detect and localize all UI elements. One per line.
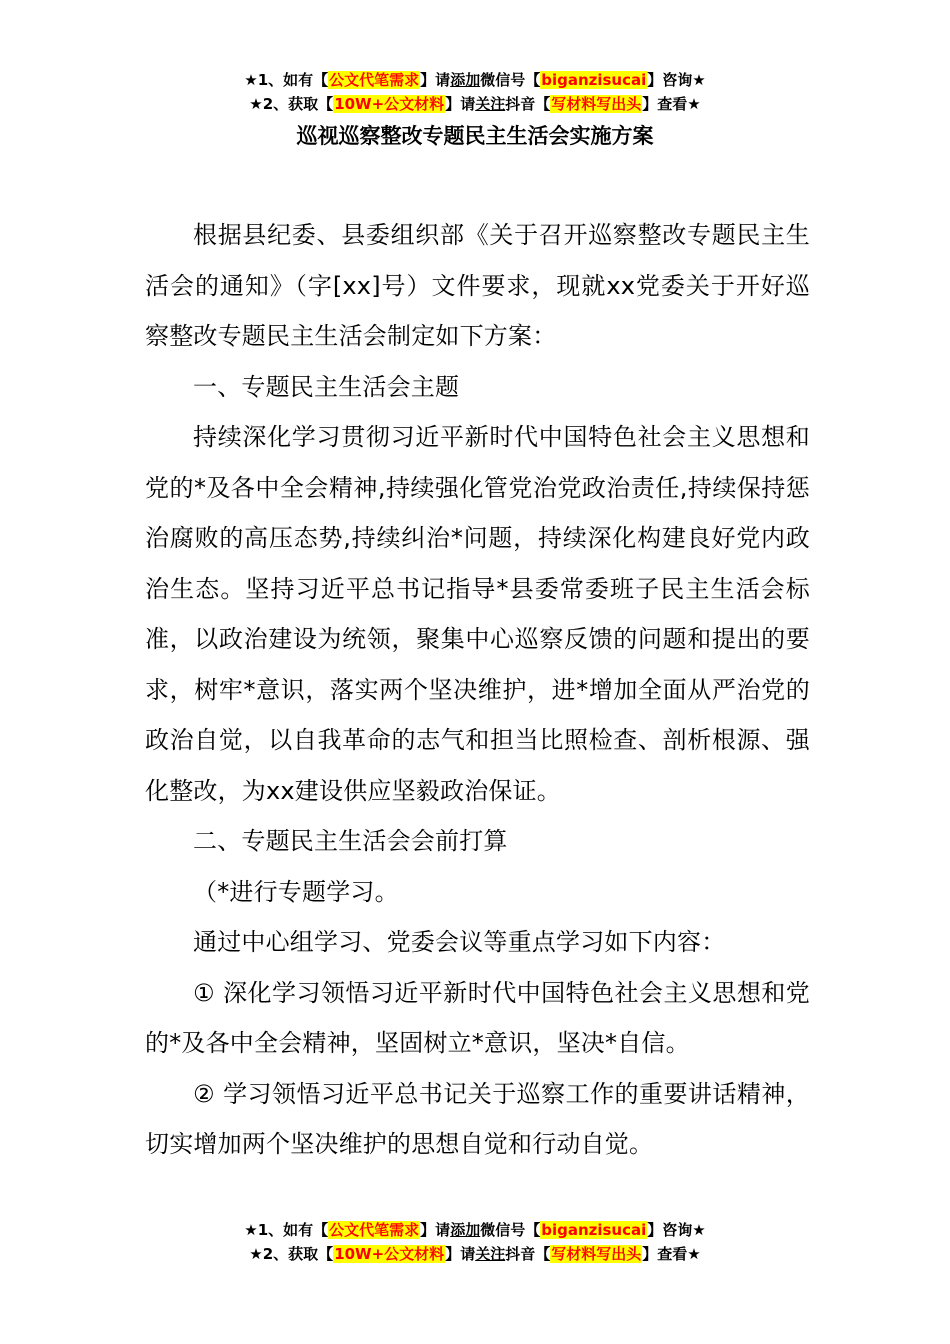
banner-line-1 xyxy=(0,1218,950,1242)
banner-text: 】查看★ xyxy=(642,95,701,113)
banner-highlight-douyin: 写材料写出头 xyxy=(551,1245,642,1263)
banner-highlight: 10W+公文材料 xyxy=(334,1245,445,1263)
banner-underline: 关注 xyxy=(475,1245,506,1263)
banner-text: ★2、获取【 xyxy=(249,1245,334,1263)
banner-line-2 xyxy=(0,1242,950,1266)
list-item-1: ① 深化学习领悟习近平新时代中国特色社会主义思想和党的*及各中全会精神，坚固树立*意识，坚决*自信。 xyxy=(145,978,810,1057)
banner-underline: 关注 xyxy=(475,95,506,113)
banner-text: 抖音【 xyxy=(505,95,551,113)
banner-highlight: 公文代笔需求 xyxy=(329,1221,420,1239)
banner-text: 】查看★ xyxy=(642,1245,701,1263)
banner-text: 】咨询★ xyxy=(647,1221,706,1239)
subsection-heading: （*进行专题学习。 xyxy=(193,877,399,906)
banner-text: ★1、如有【 xyxy=(244,71,329,89)
section-heading-2: 二、专题民主生活会会前打算 xyxy=(193,827,508,855)
document-title: 巡视巡察整改专题民主生活会实施方案 xyxy=(296,124,654,148)
bottom-banner xyxy=(0,1218,950,1266)
banner-highlight-wechat: biganzisucai xyxy=(541,71,647,89)
banner-text: 微信号【 xyxy=(480,1221,541,1239)
banner-text: 微信号【 xyxy=(480,71,541,89)
banner-text: 抖音【 xyxy=(505,1245,551,1263)
banner-text: ★1、如有【 xyxy=(244,1221,329,1239)
banner-highlight: 公文代笔需求 xyxy=(329,71,420,89)
banner-text: ★2、获取【 xyxy=(249,95,334,113)
banner-highlight-douyin: 写材料写出头 xyxy=(551,95,642,113)
paragraph-intro: 根据县纪委、县委组织部《关于召开巡察整改专题民主生活会的通知》（字[xx]号）文件要求，现就xx党委关于开好巡察整改专题民主生活会制定如下方案： xyxy=(145,221,810,350)
banner-text: 】请 xyxy=(445,1245,476,1263)
banner-line-1 xyxy=(0,68,950,92)
section-heading-1: 一、专题民主生活会主题 xyxy=(193,372,460,401)
banner-highlight-wechat: biganzisucai xyxy=(541,1221,647,1239)
paragraph-theme: 持续深化学习贯彻习近平新时代中国特色社会主义思想和党的*及各中全会精神,持续强化管党治党政治责任,持续保持惩治腐败的高压态势,持续纠治*问题，持续深化构建良好党内政治生态。坚持习近平总书记指导*县委常委班子民主生活会标准，以政治建设为统领，聚集中心巡察反馈的问题和提出的要求，树牢*意识，落实两个坚决维护，进*增加全面从严治党的政治自觉，以自我革命的志气和担当比照检查、剖析根源、强化整改，为xx建设供应坚毅政治保证。 xyxy=(145,423,810,805)
banner-highlight: 10W+公文材料 xyxy=(334,95,445,113)
paragraph-study: 通过中心组学习、党委会议等重点学习如下内容： xyxy=(193,928,726,956)
banner-text: 】咨询★ xyxy=(647,71,706,89)
banner-text: 】请 xyxy=(445,95,476,113)
banner-text: 】请 xyxy=(420,1221,451,1239)
list-item-2: ② 学习领悟习近平总书记关于巡察工作的重要讲话精神，切实增加两个坚决维护的思想自觉和行动自觉。 xyxy=(145,1079,810,1158)
banner-underline: 添加 xyxy=(450,71,481,89)
top-banner xyxy=(0,68,950,116)
document-body xyxy=(145,210,810,1170)
banner-text: 】请 xyxy=(420,71,451,89)
banner-underline: 添加 xyxy=(450,1221,481,1239)
banner-line-2 xyxy=(0,92,950,116)
